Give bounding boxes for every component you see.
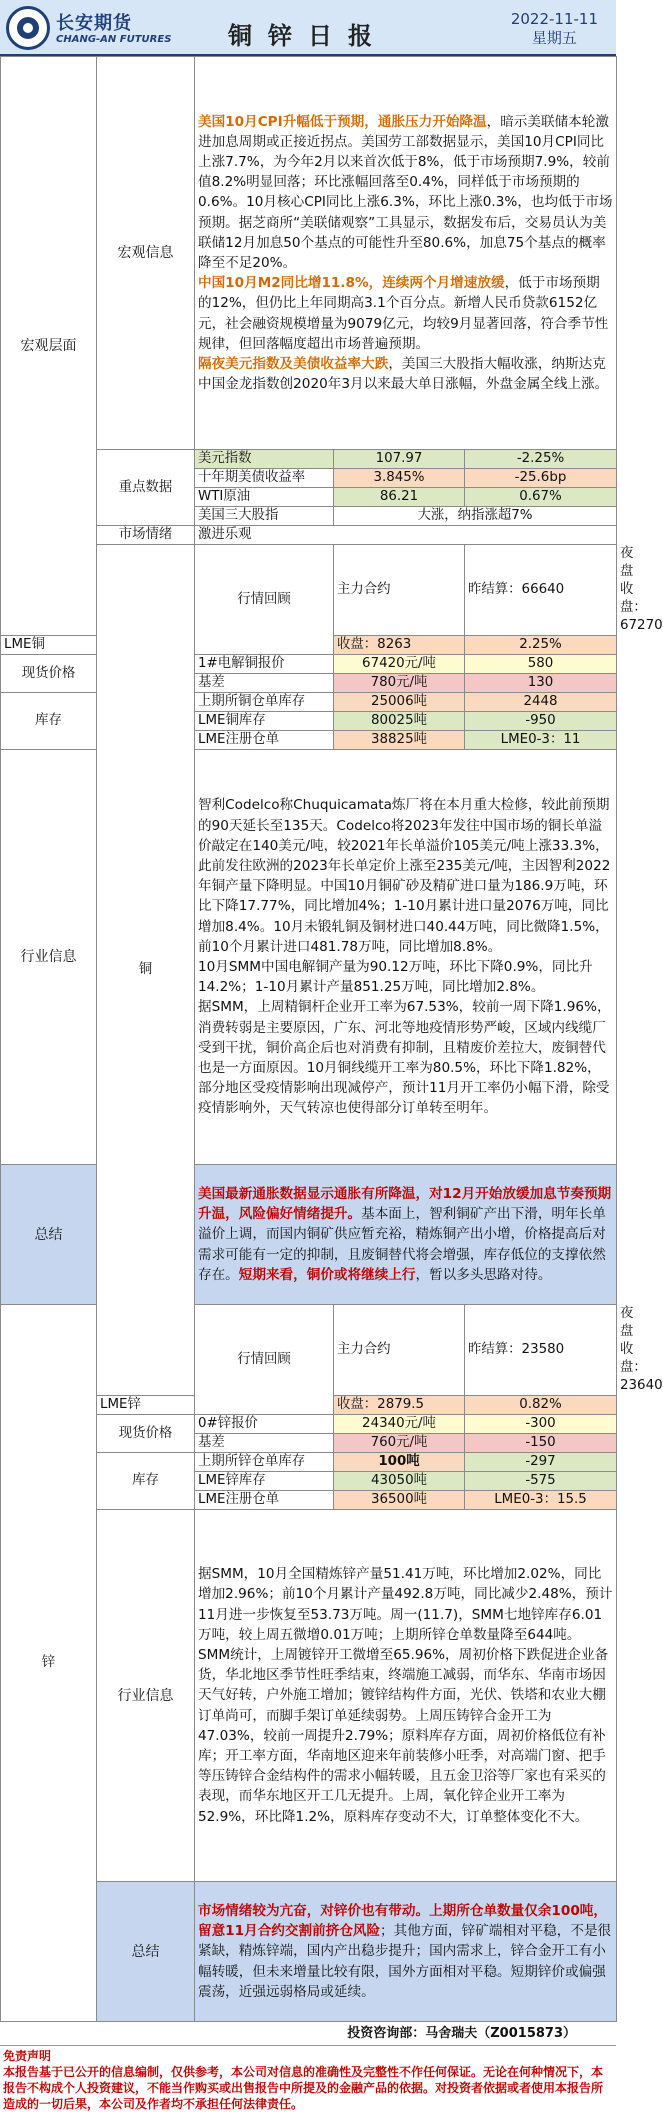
disclaimer [0,2046,616,2114]
sentiment-value: 激进乐观 [195,526,617,545]
cu-spot-value: 780元/吨 [334,674,465,693]
key-row-value: 3.845% [334,469,465,488]
macro-p2-text: ，低于市场预期的12%，但仍比上年同期高3.1个百分点。新增人民币贷款6152亿元，社会融资规模增量为9079亿元，均较9月显著回落，符合季节性规律，但回落幅度超出市场普遍预期。 [198,275,609,352]
zn-stock-value: 43050吨 [334,1472,465,1491]
cu-stock-name: LME注册仓单 [195,731,334,750]
section-copper: 铜 [97,545,195,1396]
brand-name-en: CHANG-AN FUTURES [56,34,172,45]
cu-spot-value: 67420元/吨 [334,655,465,674]
zn-market-change: 0.82% [465,1396,617,1415]
cu-stock-name: 上期所铜仓单库存 [195,693,334,712]
cu-market-name: LME铜 [1,636,97,655]
cu-stock-name: LME铜库存 [195,712,334,731]
copper-industry-label: 行业信息 [1,750,97,1165]
cu-stock-value: 25006吨 [334,693,465,712]
zn-stock-change: -575 [465,1472,617,1491]
key-row-change: -2.25% [465,450,617,469]
cu-stock-change: LME0-3：11 [465,731,617,750]
disclaimer-text: 本报告基于已公开的信息编制，仅供参考，本公司对信息的准确性及完整性不作任何保证。无论在何种情况下，本报告不构成个人投资建议，不能当作购买或出售报告中所提及的金融产品的依据。对投资者依据或者使用本报告所造成的一切后果，本公司及作者均不承担任何法律责任。 [3,2065,604,2111]
date-text: 2022-11-11 [510,10,598,28]
zinc-summary-text [195,1882,617,2022]
zn-stock-change: LME0-3：15.5 [465,1491,617,1510]
zn-spot-value: 24340元/吨 [334,1415,465,1434]
cu-industry-p2: 10月SMM中国电解铜产量为90.12万吨，环比下降0.9%，同比升14.2%；1-10月累计产量851.25万吨，同比增加2.8%。 [198,959,593,996]
report-date [511,10,598,48]
cu-industry-p1: 智利Codelco称Chuquicamata炼厂将在本月重大检修，较此前预期的90天延长至135天。Codelco将2023年发往中国市场的铜长单溢价敲定在140美元/吨，较2021年长单溢价105美元/吨上涨33.3%，此前发往欧洲的2023年长单定价上涨至235美元/吨，主因智利2022年铜产量下降明显。中国10月铜矿砂及精矿进口量为186.9万吨，环比下降17.77%，同比增加4%；1-10月累计进口量2076万吨，同比增加8.4%。10月未锻轧铜及铜材进口40.44万吨，同比微降1.5%，前10个月累计进口481.78万吨，同比增加8.8%。 [198,797,611,955]
zn-market-name: LME锌 [97,1396,195,1415]
zn-market-value: 昨结算：23580 [465,1305,617,1396]
cu-spot-change: 580 [465,655,617,674]
cu-stock-value: 80025吨 [334,712,465,731]
cu-spot-name: 1#电解铜报价 [195,655,334,674]
macro-p2-highlight: 中国10月M2同比增11.8%，连续两个月增速放缓 [198,275,505,292]
zn-stock-name: LME锌库存 [195,1472,334,1491]
zinc-spot-label: 现货价格 [97,1415,195,1453]
zn-market-name: 主力合约 [334,1305,465,1396]
key-row-name: 美国三大股指 [195,507,334,526]
zinc-summary-label: 总结 [97,1882,195,2022]
key-row-value: 86.21 [334,488,465,507]
key-row-name: WTI原油 [195,488,334,507]
zinc-stock-label: 库存 [97,1453,195,1510]
cu-industry-p3: 据SMM，上周精铜杆企业开工率为67.53%，较前一周下降1.96%，消费转弱是主要原因，广东、河北等地疫情形势严峻，区域内线缆厂受到干扰，铜价高企后也对消费有抑制，且精废价差拉大，废铜替代也是一方面原因。10月铜线缆开工率为80.5%，环比下降1.82%，部分地区受疫情影响出现减停产，预计11月开工率仍小幅下滑，除受疫情影响外，天气转凉也使得部分订单转至明年。 [198,999,611,1117]
cu-stock-value: 38825吨 [334,731,465,750]
zn-summary-hl1: 市场情绪较为亢奋，对锌价也有带动。上期所仓单数量仅余100吨，留意11月合约交割前挤仓风险 [198,1902,607,1940]
cu-stock-change: -950 [465,712,617,731]
cu-summary-hl1: 美国最新通胀数据显示通胀有所降温，对12月开始放缓加息节奏预期升温，风险偏好情绪提升。 [198,1185,612,1223]
zn-spot-change: -300 [465,1415,617,1434]
macro-p1-highlight: 美国10月CPI升幅低于预期，通胀压力开始降温 [198,113,487,130]
macro-info-label: 宏观信息 [97,57,195,450]
zn-spot-value: 760元/吨 [334,1434,465,1453]
key-row-name: 美元指数 [195,450,334,469]
key-row-value: 大涨，纳指涨超7% [334,507,617,526]
copper-industry-text [195,750,617,1165]
report-table: 宏观层面 宏观信息 美国10月CPI升幅低于预期，通胀压力开始降温，暗示美联储本轮激进加息周期或正接近拐点。美国劳工部数据显示，美国10月CPI同比上涨7.7%，为今年2月以来首次低于8%，低于市场预期7.9%，较前值8.2%明显回落；环比涨幅回落至0.4%，同样低于市场预期的0.6%。10月核心CPI同比上涨6.3%，环比上涨0.3%，也均低于市场预期。据芝商所“美联储观察”工具显示，数据发布后，交易员认为美联储12月加息50个基点的可能性升至80.6%，加息75个基点的概率降至不足20%。 中国10月M2同比增11.8%，连续两个月增速放缓，低于市场预期的12%，但仍比上年同期高3.1个百分点。新增人民币贷款6152亿元，社会融资规模增量为9079亿元，均较9月显著回落，符合季节性规律，但回落幅度超出市场普遍预期。 隔夜美元指数及美债收益率大跌，美国三大股指大幅收涨，纳斯达克中国金龙指数创2020年3月以来最大单日涨幅，外盘金属全线上涨。 重点数据 美元指数 107.97 -2.25% 十年期美债收益率 3.845% -25.6bp WTI原油 86.21 0.67% 美国三大股指 大涨，纳指涨超7% 市场情绪 激进乐观 铜 行情回顾 主力合约 昨结算：66640 夜盘收盘：67270 LME铜 收盘：8263 2.25% 现货价格 1#电解铜报价 67420元/吨 580 基差 780元/吨 130 库存 上期所铜仓单库存 25006吨 2448 LME铜库存 80025吨 -950 LME注册仓单 38825吨 LME0-3：11 行业信息 智利Codelco称Chuquicamata炼厂将在本月重大检修，较此前预期的90天延长至135天。Codelco将2023年发往中国市场的铜长单溢价敲定在140美元/吨，较2021年长单溢价105美元/吨上涨33.3%，此前发往欧洲的2023年长单定价上涨至235美元/吨，主因智利2022年铜产量下降明显。中国10月铜矿砂及精矿进口量为186.9万吨，环比下降17.77%，同比增加4%；1-10月累计进口量2076万吨，同比增加8.4%。10月未锻轧铜及铜材进口40.44万吨，同比微降1.5%，前10个月累计进口481.78万吨，同比增加8.8%。 10月SMM中国电解铜产量为90.12万吨，环比下降0.9%，同比升14.2%；1-10月累计产量851.25万吨，同比增加2.8%。 据SMM，上周精铜杆企业开工率为67.53%，较前一周下降1.96%，消费转弱是主要原因，广东、河北等地疫情形势严峻，区域内线缆厂受到干扰，铜价高企后也对消费有抑制，且精废价差拉大，废铜替代也是一方面原因。10月铜线缆开工率为80.5%，环比下降1.82%，部分地区受疫情影响出现减停产，预计11月开工率仍小幅下滑，除受疫情影响外，天气转凉也使得部分订单转至明年。 总结 美国最新通胀数据显示通胀有所降温，对12月开始放缓加息节奏预期升温，风险偏好情绪提升。基本面上，智利铜矿产出下滑，明年长单溢价上调，而国内铜矿供应暂充裕，精炼铜产出小增，价格提高后对需求可能有一定的抑制，且废铜替代将会增强，库存低位的支撑依然存在。短期来看，铜价或将继续上行，暂以多头思路对待。 锌 行情回顾 主力合约 昨结算：23580 夜盘收盘：23640 LME锌 收盘：2879.5 0.82% 现货价格 0#锌报价 24340元/吨 -300 基差 760元/吨 -150 库存 上期所锌仓单库存 100吨 -297 LME锌库存 43050吨 -575 LME注册仓单 36500吨 LME0-3：15.5 行业信息 据SMM，10月全国精炼锌产量51.41万吨，环比增加2.02%，同比增加2.96%；前10个月累计产量492.8万吨，同比减少2.48%，预计11月进一步恢复至53.73万吨。周一(11.7)，SMM七地锌库存6.01万吨，较上周五微增0.01万吨；上期所锌仓单数量降至644吨。 SMM统计，上周镀锌开工微增至65.96%，周初价格下跌促进企业备货，华北地区季节性旺季结束，终端施工减弱，而华东、华南市场因天气好转，户外施工增加；镀锌结构件方面，光伏、铁塔和农业大棚订单尚可，而脚手架订单延续弱势。上周压铸锌合金开工为47.03%，较前一周提升2.79%；原料库存方面，周初价格低位有补库；开工率方面，华南地区迎来年前装修小旺季，对高端门窗、把手等压铸锌合金结构件的需求小幅转暖，且五金卫浴等厂家也有采买的表现，而华东地区开工几无提升。上周，氧化锌企业开工率为52.9%，环比降1.2%，原料库存变动不大，订单整体变化不大。 总结 市场情绪较为亢奋，对锌价也有带动。上期所仓单数量仅余100吨，留意11月合约交割前挤仓风险；其他方面，锌矿端相对平稳，不是很紧缺，精炼锌端，国内产出稳步提升；国内需求上，锌合金开工有小幅转暖，但未来增量比较有限，国外方面相对平稳。短期锌价或偏强震荡，近强远弱格局或延续。 [0,56,617,2022]
macro-p3-highlight: 隔夜美元指数及美债收益率大跌 [198,356,389,373]
cu-stock-change: 2448 [465,693,617,712]
copper-market-label: 行情回顾 [195,545,334,655]
section-macro: 宏观层面 [1,57,97,636]
sentiment-label: 市场情绪 [97,526,195,545]
zn-industry-p2: SMM统计，上周镀锌开工微增至65.96%，周初价格下跌促进企业备货，华北地区季节性旺季结束，终端施工减弱，而华东、华南市场因天气好转，户外施工增加；镀锌结构件方面，光伏、铁塔和农业大棚订单尚可，而脚手架订单延续弱势。上周压铸锌合金开工为47.03%，较前一周提升2.79%；原料库存方面，周初价格低位有补库；开工率方面，华南地区迎来年前装修小旺季，对高端门窗、把手等压铸锌合金结构件的需求小幅转暖，且五金卫浴等厂家也有采买的表现，而华东地区开工几无提升。上周，氧化锌企业开工率为52.9%，环比降1.2%，原料库存变动不大，订单整体变化不大。 [198,1646,609,1825]
changan-logo-icon [6,6,50,50]
zn-spot-change: -150 [465,1434,617,1453]
analyst-credit: 投资咨询部：马舍瑞夫（Z0015873） [0,2022,616,2046]
zn-stock-value: 36500吨 [334,1491,465,1510]
key-row-name: 十年期美债收益率 [195,469,334,488]
macro-p3-text: ，美国三大股指大幅收涨，纳斯达克中国金龙指数创2020年3月以来最大单日涨幅，外盘金属全线上涨。 [198,356,609,393]
cu-summary-body: 基本面上，智利铜矿产出下滑，明年长单溢价上调，而国内铜矿供应暂充裕，精炼铜产出小增，价格提高后对需求可能有一定的抑制，且废铜替代将会增强，库存低位的支撑依然存在。 [198,1206,606,1283]
cu-market-value: 昨结算：66640 [465,545,617,636]
zinc-industry-label: 行业信息 [97,1510,195,1882]
cu-summary-tail: ，暂以多头思路对待。 [415,1266,552,1283]
brand-name-cn: 长安期货 [56,13,132,34]
zn-market-value: 收盘：2879.5 [334,1396,465,1415]
macro-p1-text: ，暗示美联储本轮激进加息周期或正接近拐点。美国劳工部数据显示，美国10月CPI同比上涨7.7%，为今年2月以来首次低于8%，低于市场预期7.9%，较前值8.2%明显回落；环比涨幅回落至0.4%，同样低于市场预期的0.6%。10月核心CPI同比上涨6.3%，环比上涨0.3%，也均低于市场预期。据芝商所“美联储观察”工具显示，数据发布后，交易员认为美联储12月加息50个基点的可能性升至80.6%，加息75个基点的概率降至不足20%。 [198,113,613,271]
weekday-text: 星期五 [531,29,577,47]
report-header [0,0,616,56]
cu-market-value: 收盘：8263 [334,636,465,655]
zn-industry-p1: 据SMM，10月全国精炼锌产量51.41万吨，环比增加2.02%，同比增加2.96%；前10个月累计产量492.8万吨，同比减少2.48%，预计11月进一步恢复至53.73万吨。周一(11.7)，SMM七地锌库存6.01万吨，较上周五微增0.01万吨；上期所锌仓单数量降至644吨。 [198,1566,613,1643]
cu-summary-hl2: 短期来看，铜价或将继续上行 [238,1266,416,1283]
zn-stock-value: 100吨 [334,1453,465,1472]
copper-spot-label: 现货价格 [1,655,97,693]
zn-spot-name: 基差 [195,1434,334,1453]
zn-stock-name: 上期所锌仓单库存 [195,1453,334,1472]
zinc-industry-text [195,1510,617,1882]
disclaimer-title: 免责声明 [3,2049,52,2063]
cu-market-name: 主力合约 [334,545,465,636]
zn-stock-change: -297 [465,1453,617,1472]
zn-summary-body: ；其他方面，锌矿端相对平稳，不是很紧缺，精炼锌端，国内产出稳步提升；国内需求上，锌合金开工有小幅转暖，但未来增量比较有限，国外方面相对平稳。短期锌价或偏强震荡，近强远弱格局或延续。 [198,1923,612,2000]
copper-summary-text [195,1165,617,1305]
zn-stock-name: LME注册仓单 [195,1491,334,1510]
key-row-value: 107.97 [334,450,465,469]
section-zinc: 锌 [1,1305,97,2022]
cu-spot-name: 基差 [195,674,334,693]
macro-info-text [195,57,617,450]
key-row-change: 0.67% [465,488,617,507]
cu-market-change: 2.25% [465,636,617,655]
macro-key-label: 重点数据 [97,450,195,526]
copper-stock-label: 库存 [1,693,97,750]
zinc-market-label: 行情回顾 [195,1305,334,1415]
key-row-change: -25.6bp [465,469,617,488]
zn-spot-name: 0#锌报价 [195,1415,334,1434]
report-title: 铜锌日报 [228,22,388,50]
copper-summary-label: 总结 [1,1165,97,1305]
cu-spot-change: 130 [465,674,617,693]
